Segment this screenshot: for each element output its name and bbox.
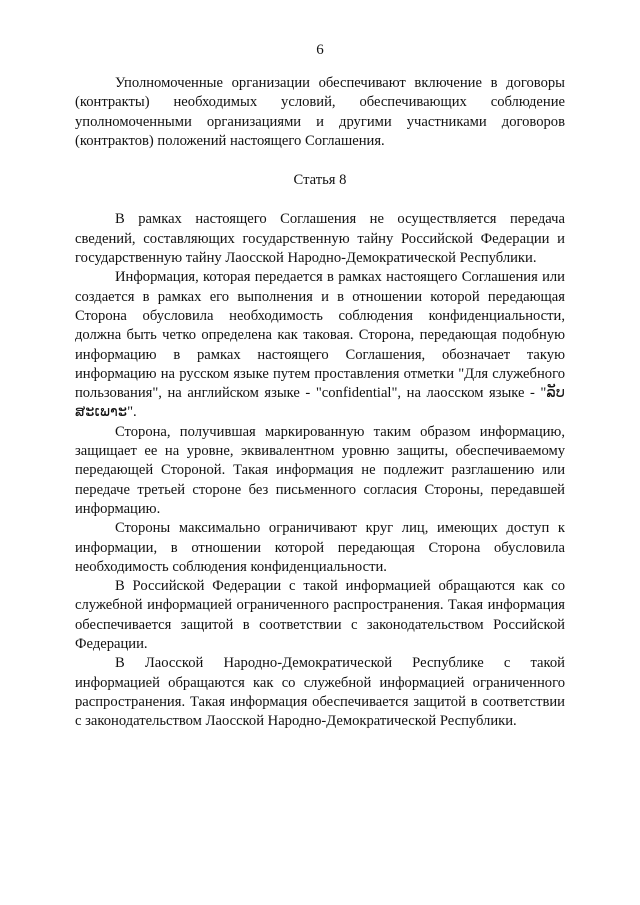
paragraph-russian-federation: В Российской Федерации с такой информацией обращаются как со служебной информацией ограниченного распространения. Такая информация обеспечивается защитой в соответствии с законодательством Российской Федерации. xyxy=(75,578,565,653)
paragraph-access-limits: Стороны максимально ограничивают круг лиц, имеющих доступ к информации, в отношении которой передающая Сторона обусловила необходимость соблюдения конфиденциальности. xyxy=(75,520,565,575)
article-heading: Статья 8 xyxy=(293,172,347,189)
paragraph-lao-pdr: В Лаосской Народно-Демократической Республике с такой информацией обращаются как со служебной информацией ограниченного распространения. Такая информация обеспечивается защитой в соответствии с законодательством Лаосской Народно-Демократической Республики. xyxy=(75,655,565,730)
paragraph-contract-provisions: Уполномоченные организации обеспечивают включение в договоры (контракты) необходимых условий, обеспечивающих соблюдение уполномоченными организациями и другими участниками договоров (контрактов) положений настоящего Соглашения. xyxy=(75,75,565,149)
paragraph-protection-level: Сторона, получившая маркированную таким образом информацию, защищает ее на уровне, эквивалентном уровню защиты, обеспечиваемому передающей Стороной. Такая информация не подлежит разглашению или передаче третьей стороне без письменного согласия Стороны, передавшей информацию. xyxy=(75,423,565,517)
paragraph-state-secrets: В рамках настоящего Соглашения не осуществляется передача сведений, составляющих государственную тайну Российской Федерации и государственную тайну Лаосской Народно-Демократической Республики. xyxy=(75,211,565,267)
document-page xyxy=(75,40,565,732)
paragraph-confidential-marking: Информация, которая передается в рамках настоящего Соглашения или создается в рамках его выполнения и в отношении которой передающая Сторона обусловила необходимость соблюдения конфиденциальности, должна быть четко определена как таковая. Сторона, передающая подобную информацию в рамках настоящего Соглашения, обозначает такую информацию на русском языке путем проставления отметки "Для служебного пользования", на английском языке - "confidential", на лаосском языке - "ລັບສະເພາະ". xyxy=(75,269,565,421)
page-number: 6 xyxy=(316,42,324,58)
